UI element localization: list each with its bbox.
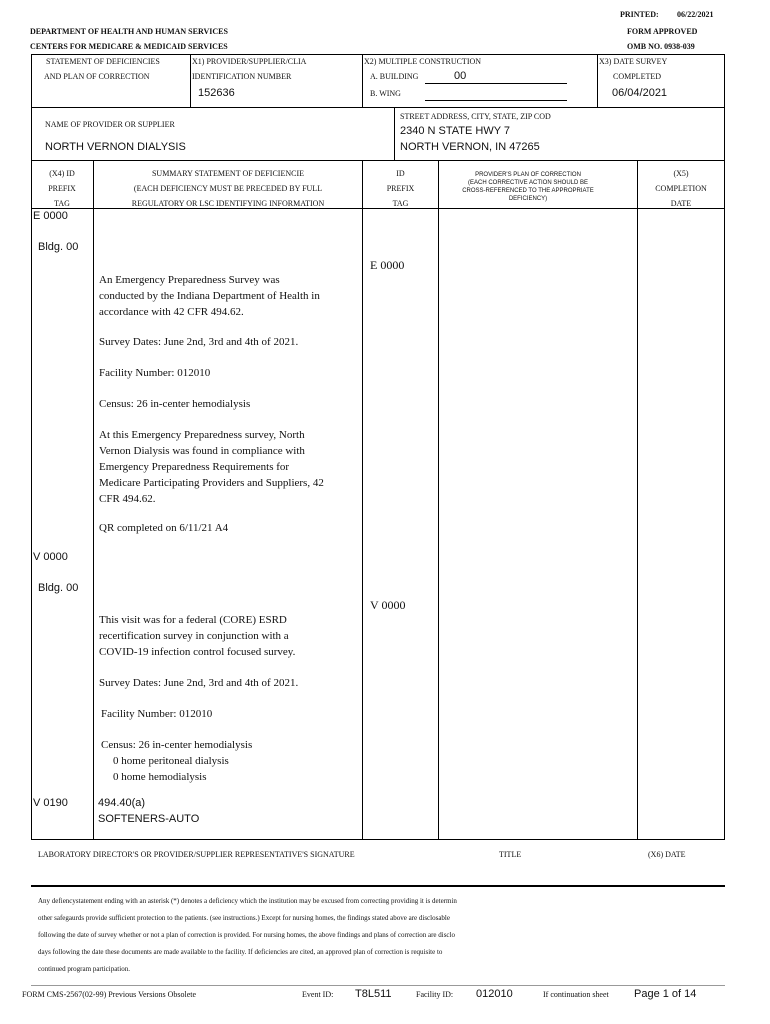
x2-label: X2) MULTIPLE CONSTRUCTION [364, 57, 482, 66]
x4-header: (X4) ID PREFIX TAG [48, 169, 76, 208]
rule [31, 160, 725, 161]
address-line-2: NORTH VERNON, IN 47265 [400, 141, 540, 153]
rule [31, 54, 725, 55]
form-number: FORM CMS-2567(02-99) Previous Versions Obsolete [22, 990, 197, 999]
v-paragraph-2: Survey Dates: June 2nd, 3rd and 4th of 2021. [99, 677, 299, 689]
e-tag: E 0000 [33, 210, 68, 222]
rule [724, 107, 725, 161]
v190-regulation: 494.40(a) [98, 797, 146, 809]
form-approved: FORM APPROVED [627, 27, 698, 36]
e-paragraph-2: Survey Dates: June 2nd, 3rd and 4th of 2021. [99, 336, 299, 348]
rule [724, 160, 725, 840]
stmt-label-1: STATEMENT OF DEFICIENCIES [46, 57, 160, 66]
address-line-1: 2340 N STATE HWY 7 [400, 125, 511, 137]
building-value: 00 [454, 70, 467, 82]
rule [362, 160, 363, 840]
dept-title: DEPARTMENT OF HEALTH AND HUMAN SERVICES [30, 27, 228, 36]
signature-label: LABORATORY DIRECTOR'S OR PROVIDER/SUPPLIER REPRESENTATIVE'S SIGNATURE [38, 850, 355, 859]
event-id: T8L511 [355, 988, 392, 1000]
e-paragraph-4: Census: 26 in-center hemodialysis [99, 398, 251, 410]
e-building: Bldg. 00 [38, 241, 79, 253]
facility-id-label: Facility ID: [416, 990, 454, 999]
omb-number: OMB NO. 0938-039 [627, 42, 695, 51]
printed-date: 06/22/2021 [677, 10, 714, 19]
id-header: ID PREFIX TAG [386, 169, 415, 208]
rule [31, 885, 725, 887]
rule [597, 54, 598, 108]
rule [31, 107, 32, 161]
title-label: TITLE [499, 850, 522, 859]
facility-id: 012010 [476, 988, 513, 1000]
provider-id: 152636 [198, 87, 235, 99]
survey-date: 06/04/2021 [612, 87, 668, 99]
e-paragraph-1: An Emergency Preparedness Survey was conducted by the Indiana Department of Health in accordance with 42 CFR 494.62. [99, 274, 320, 318]
rule [724, 54, 725, 108]
rule [31, 160, 32, 840]
wing-label: B. WING [370, 89, 401, 98]
rule [190, 54, 191, 108]
rule [31, 839, 725, 840]
x1-label-2: IDENTIFICATION NUMBER [192, 72, 292, 81]
continuation-label: If continuation sheet [543, 990, 609, 999]
rule [362, 54, 363, 108]
page-number: Page 1 of 14 [634, 988, 697, 1000]
provider-name-label: NAME OF PROVIDER OR SUPPLIER [45, 120, 175, 129]
x1-label-1: X1) PROVIDER/SUPPLIER/CLIA [192, 57, 307, 66]
v-tag: V 0000 [33, 551, 68, 563]
event-id-label: Event ID: [302, 990, 334, 999]
rule [93, 160, 94, 840]
x3-label-1: X3) DATE SURVEY [599, 57, 668, 66]
v-paragraph-4: Census: 26 in-center hemodialysis 0 home peritoneal dialysis 0 home hemodialysis [101, 739, 253, 783]
printed-label: PRINTED: [620, 10, 659, 19]
provider-name: NORTH VERNON DIALYSIS [45, 141, 186, 153]
v190-tag: V 0190 [33, 797, 68, 809]
building-label: A. BUILDING [370, 72, 419, 81]
x3-label-2: COMPLETED [613, 72, 661, 81]
wing-underline [425, 100, 567, 101]
disclaimer: Any defiencystatement ending with an asterisk (*) denotes a deficiency which the institution may be excused from correcting providing it is determin other safegaurds provide sufficient protection to the patients. (see instructions.) Except for nursing homes, the findings stated above are disclosable following the date of survey whether or not a plan of correction is provided. For nursing homes, the above findings and plans of correction are disclo days following the date these documents are made available to the facility. If deficiencies are cited, an approved plan of correction is requisite to continued program participation. [38, 897, 457, 973]
rule [438, 160, 439, 840]
v190-title: SOFTENERS-AUTO [98, 813, 200, 825]
v-building: Bldg. 00 [38, 582, 79, 594]
e-id-tag: E 0000 [370, 258, 405, 272]
building-underline [425, 83, 567, 84]
centers-title: CENTERS FOR MEDICARE & MEDICAID SERVICES [30, 42, 228, 51]
rule [394, 107, 395, 161]
rule [31, 54, 32, 108]
rule [31, 107, 725, 108]
rule [31, 985, 725, 986]
e-paragraph-3: Facility Number: 012010 [99, 367, 211, 379]
address-label: STREET ADDRESS, CITY, STATE, ZIP COD [400, 112, 551, 121]
rule [637, 160, 638, 840]
plan-header: PROVIDER'S PLAN OF CORRECTION (EACH CORRECTIVE ACTION SHOULD BE CROSS-REFERENCED TO THE APPROPRIATE DEFICIENCY) [462, 172, 594, 202]
e-paragraph-5: At this Emergency Preparedness survey, North Vernon Dialysis was found in compliance with Emergency Preparedness Requirements for Medicare Participating Providers and Suppliers, 42 CFR 494.62. [99, 429, 324, 505]
x5-header: (X5) COMPLETION DATE [655, 169, 707, 208]
v-id-tag: V 0000 [370, 598, 406, 612]
date-label: (X6) DATE [648, 850, 686, 859]
summary-header: SUMMARY STATEMENT OF DEFICIENCIE (EACH DEFICIENCY MUST BE PRECEDED BY FULL REGULATORY OR LSC IDENTIFYING INFORMATION [131, 169, 325, 208]
v-paragraph-1: This visit was for a federal (CORE) ESRD recertification survey in conjunction with a COVID-19 infection control focused survey. [99, 614, 296, 658]
v-paragraph-3: Facility Number: 012010 [101, 708, 213, 720]
stmt-label-2: AND PLAN OF CORRECTION [44, 72, 150, 81]
e-paragraph-6: QR completed on 6/11/21 A4 [99, 522, 229, 534]
